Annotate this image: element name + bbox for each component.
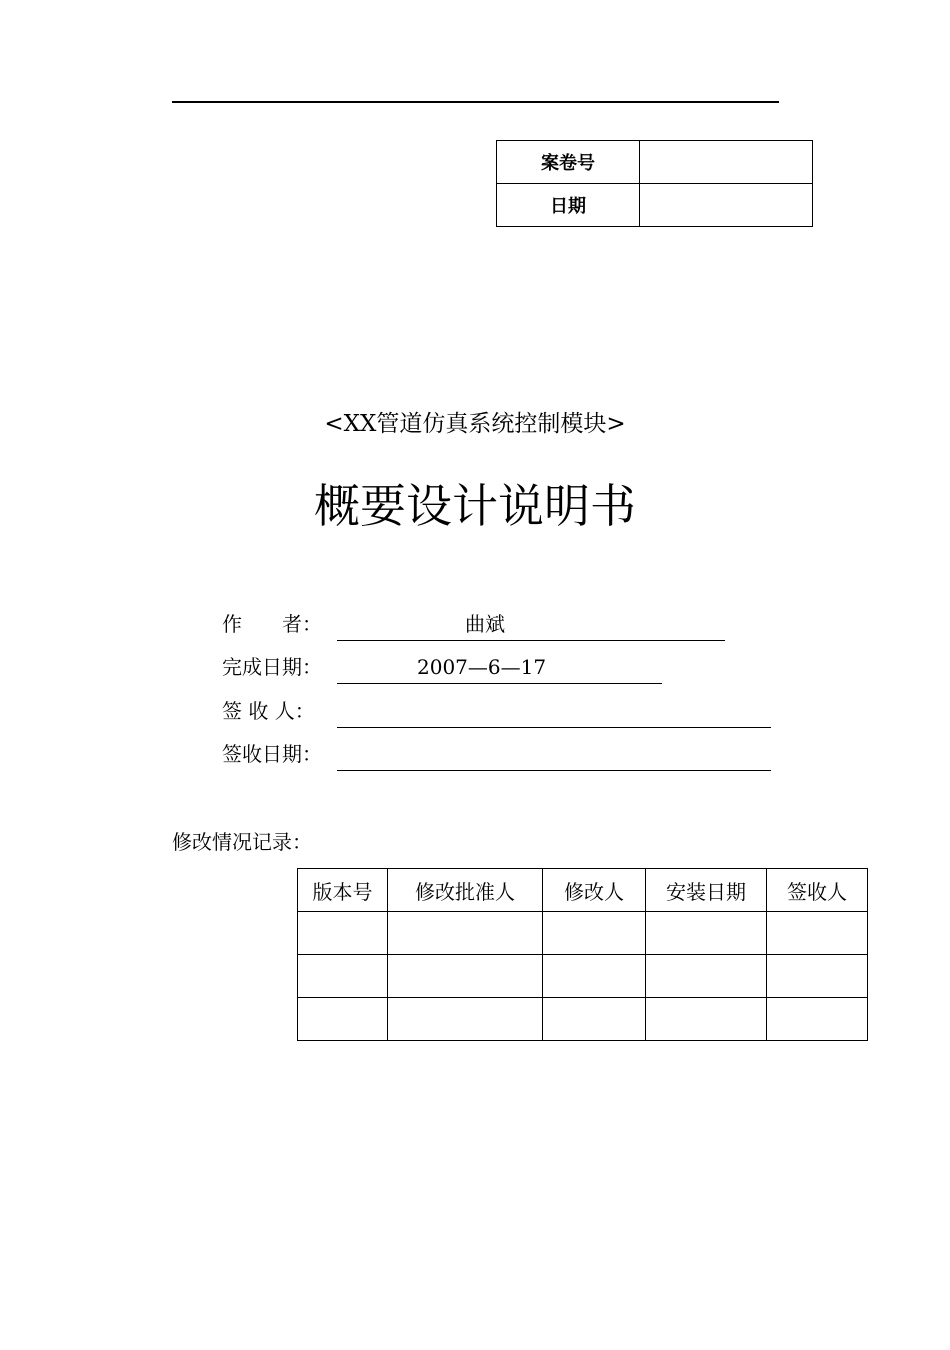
author-value: 曲斌	[465, 612, 505, 636]
table-cell[interactable]	[543, 912, 646, 955]
table-cell[interactable]	[388, 912, 543, 955]
receipt-date-underline[interactable]	[337, 743, 771, 771]
document-subtitle: <XX管道仿真系统控制模块>	[324, 411, 626, 437]
table-cell[interactable]	[767, 998, 868, 1041]
archive-file-number-value[interactable]	[640, 141, 813, 184]
header-modifier: 修改人	[543, 869, 646, 912]
table-cell[interactable]	[767, 955, 868, 998]
archive-date-value[interactable]	[640, 184, 813, 227]
header-receiver: 签收人	[767, 869, 868, 912]
table-row	[298, 998, 868, 1041]
revision-record-table	[297, 868, 868, 1041]
table-row	[298, 912, 868, 955]
table-cell[interactable]	[388, 998, 543, 1041]
revision-header-row	[298, 869, 868, 912]
archive-date-label: 日期	[497, 184, 640, 227]
archive-row-date	[497, 184, 813, 227]
table-cell[interactable]	[646, 998, 767, 1041]
header-rule	[172, 101, 779, 103]
table-cell[interactable]	[767, 912, 868, 955]
author-underline[interactable]	[337, 613, 725, 641]
table-cell[interactable]	[298, 955, 388, 998]
table-cell[interactable]	[646, 955, 767, 998]
receipt-date-label: 签收日期：	[222, 742, 322, 766]
header-approver: 修改批准人	[388, 869, 543, 912]
revision-record-label: 修改情况记录：	[172, 830, 312, 854]
table-cell[interactable]	[646, 912, 767, 955]
receiver-label: 签 收 人：	[222, 699, 315, 723]
table-cell[interactable]	[543, 955, 646, 998]
document-title: 概要设计说明书	[314, 479, 636, 533]
author-label: 作 者：	[222, 612, 322, 636]
completion-date-label: 完成日期：	[222, 655, 322, 679]
receiver-underline[interactable]	[337, 700, 771, 728]
table-row	[298, 955, 868, 998]
header-version: 版本号	[298, 869, 388, 912]
archive-row-file-number	[497, 141, 813, 184]
table-cell[interactable]	[298, 998, 388, 1041]
archive-info-table	[496, 140, 813, 227]
completion-date-value: 2007—6—17	[417, 655, 547, 679]
table-cell[interactable]	[388, 955, 543, 998]
table-cell[interactable]	[298, 912, 388, 955]
header-install-date: 安装日期	[646, 869, 767, 912]
archive-file-number-label: 案卷号	[497, 141, 640, 184]
table-cell[interactable]	[543, 998, 646, 1041]
